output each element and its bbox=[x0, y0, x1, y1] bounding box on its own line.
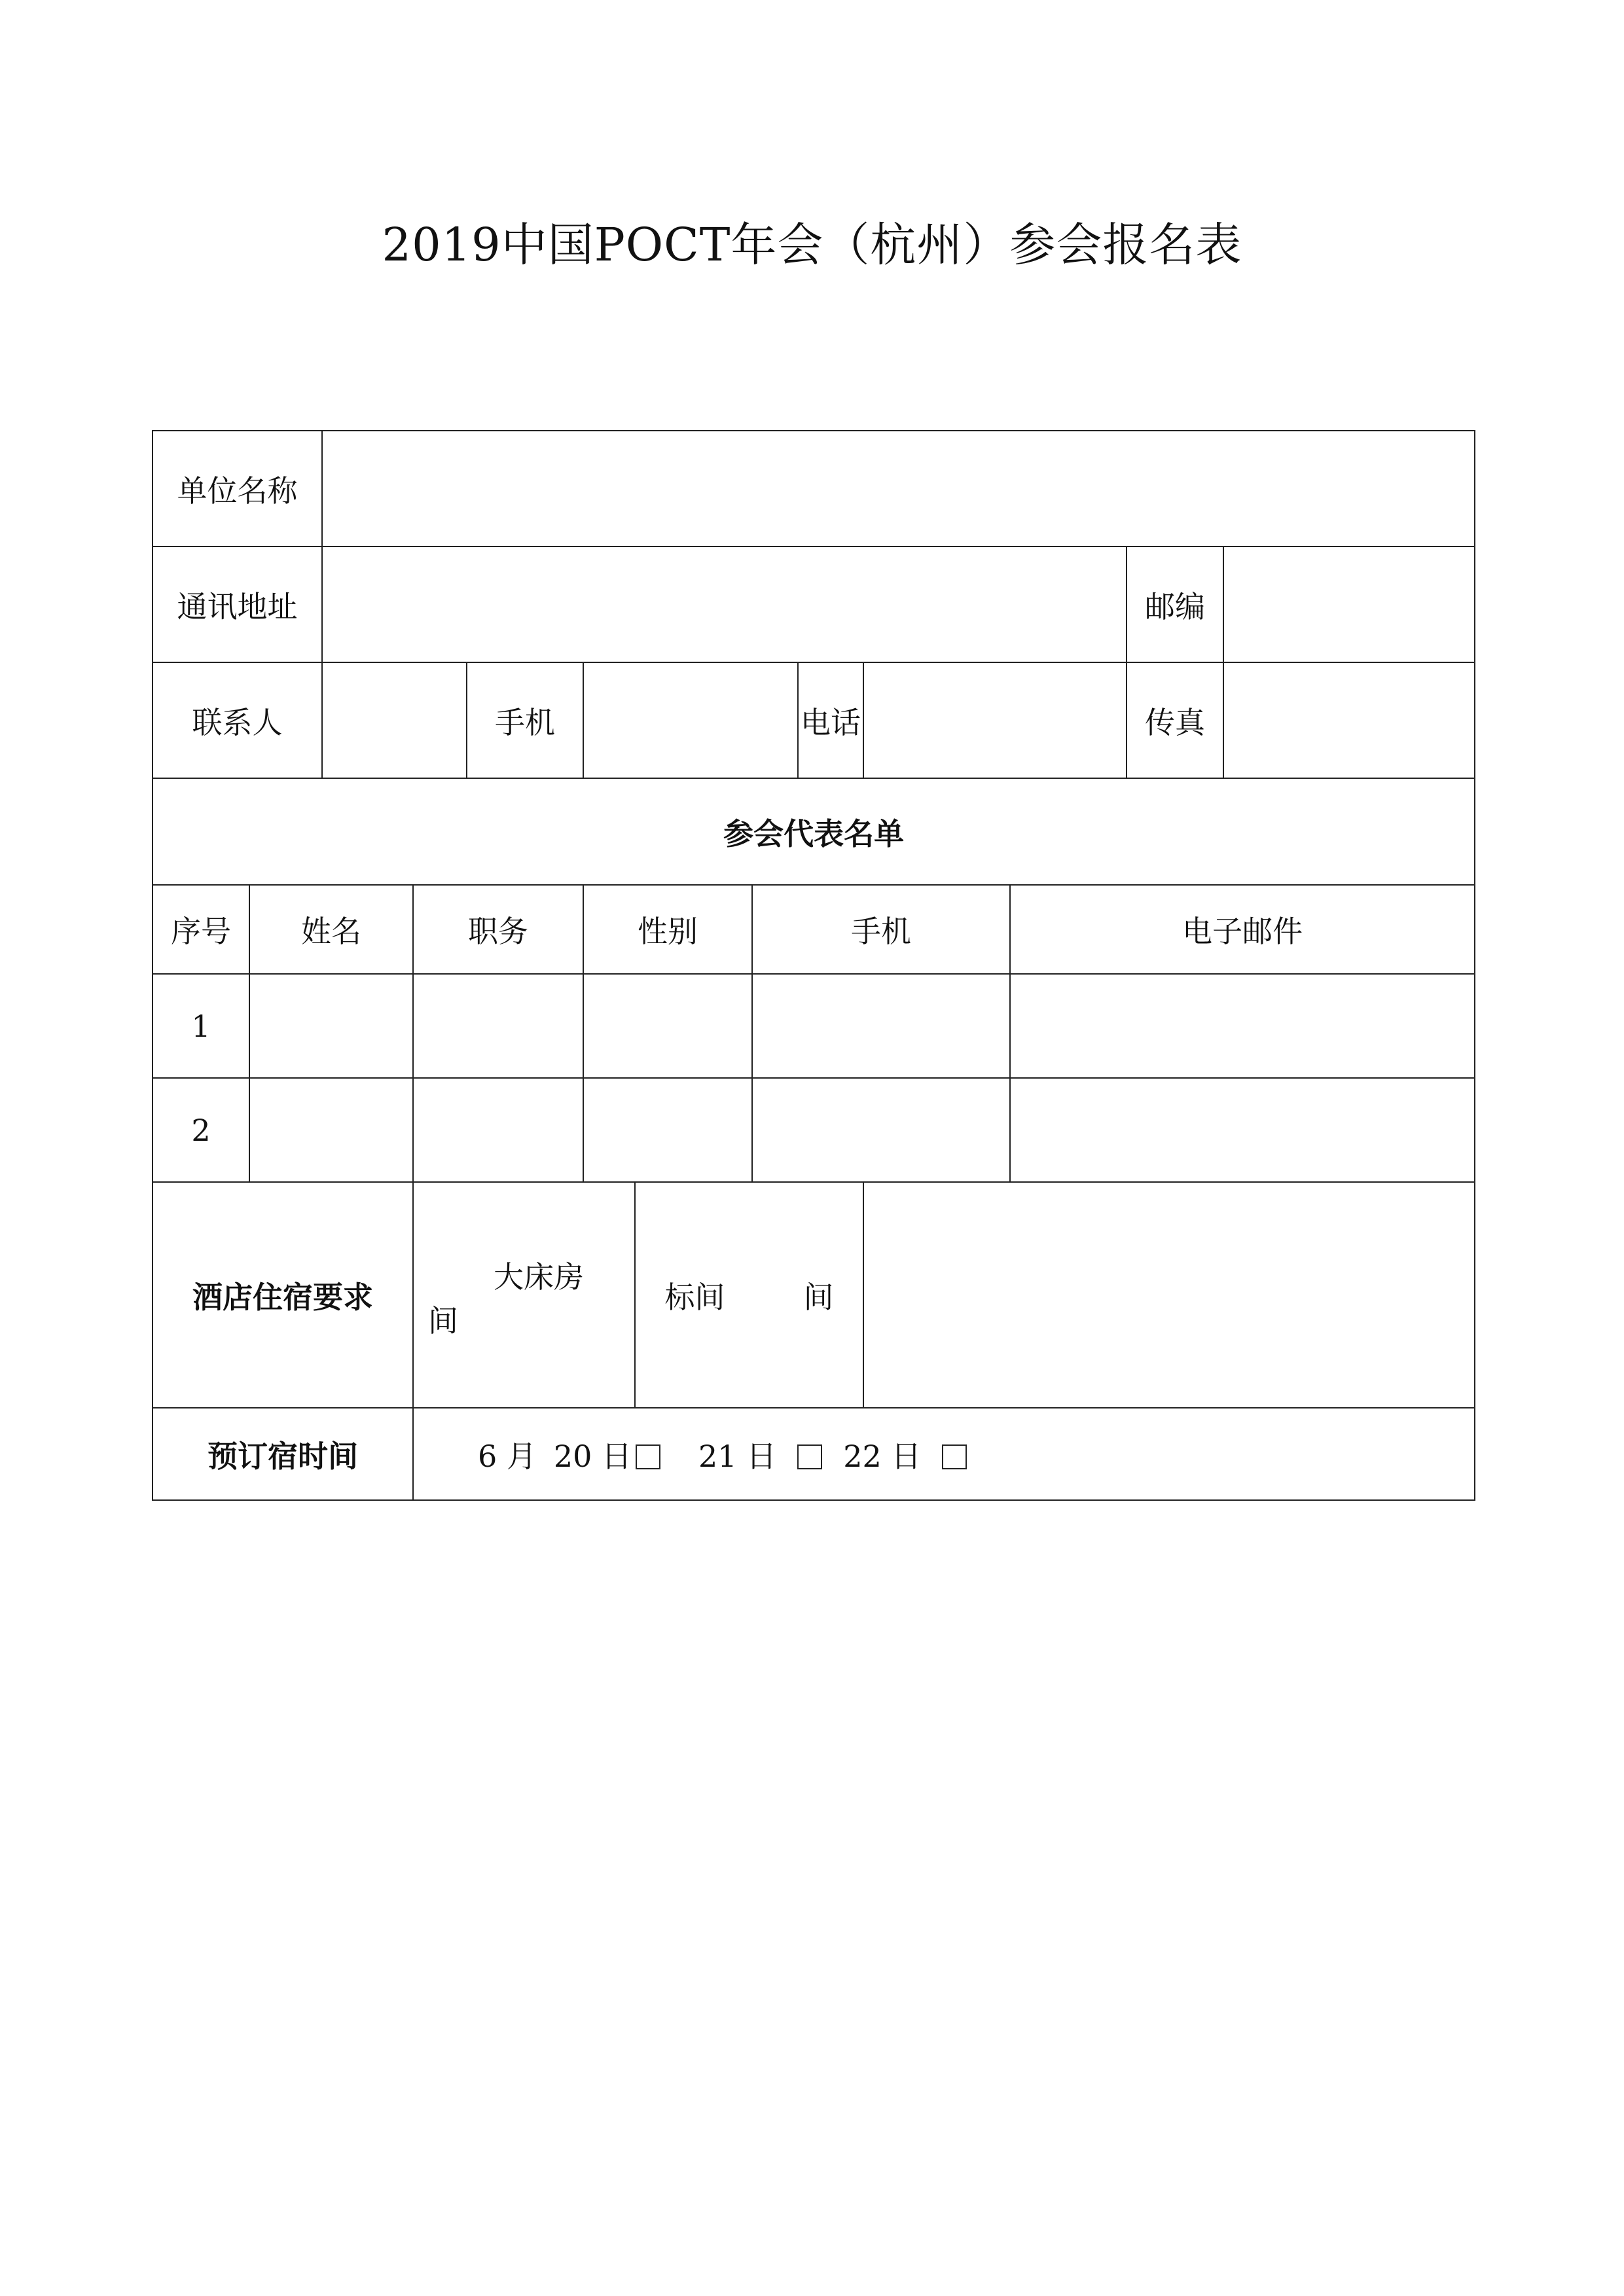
column-header-email: 电子邮件 bbox=[1010, 885, 1475, 974]
date-option-22: 22 日 bbox=[843, 1438, 922, 1474]
checkbox-22[interactable] bbox=[942, 1444, 967, 1469]
phone-label: 电话 bbox=[798, 662, 863, 778]
twin-room-cell[interactable] bbox=[635, 1182, 863, 1408]
delegates-header: 参会代表名单 bbox=[153, 778, 1475, 885]
row-index: 1 bbox=[153, 974, 249, 1078]
date-option-21: 21 日 bbox=[698, 1438, 777, 1474]
column-header-index: 序号 bbox=[153, 885, 249, 974]
name-field[interactable] bbox=[249, 1078, 413, 1182]
twin-room-label: 标间 bbox=[664, 1279, 725, 1315]
table-row bbox=[153, 1078, 1475, 1182]
email-field[interactable] bbox=[1010, 974, 1475, 1078]
name-field[interactable] bbox=[249, 974, 413, 1078]
hotel-label: 酒店住宿要求 bbox=[153, 1182, 413, 1408]
column-header-mobile: 手机 bbox=[752, 885, 1010, 974]
hotel-notes-field[interactable] bbox=[863, 1182, 1475, 1408]
gender-field[interactable] bbox=[583, 1078, 752, 1182]
table-row bbox=[153, 974, 1475, 1078]
contact-field[interactable] bbox=[322, 662, 467, 778]
twin-room-unit: 间 bbox=[803, 1279, 834, 1315]
fax-label: 传真 bbox=[1127, 662, 1223, 778]
mobile-field[interactable] bbox=[583, 662, 798, 778]
page-title: 2019中国POCT年会（杭州）参会报名表 bbox=[382, 218, 1242, 272]
unit-name-label: 单位名称 bbox=[153, 431, 322, 547]
phone-field[interactable] bbox=[863, 662, 1127, 778]
position-field[interactable] bbox=[413, 1078, 583, 1182]
address-field[interactable] bbox=[322, 547, 1127, 662]
delegate-mobile-field[interactable] bbox=[752, 974, 1010, 1078]
delegate-mobile-field[interactable] bbox=[752, 1078, 1010, 1182]
checkbox-21[interactable] bbox=[797, 1444, 822, 1469]
king-room-label: 大床房 bbox=[494, 1259, 584, 1295]
booking-dates bbox=[413, 1408, 1475, 1500]
email-field[interactable] bbox=[1010, 1078, 1475, 1182]
gender-field[interactable] bbox=[583, 974, 752, 1078]
position-field[interactable] bbox=[413, 974, 583, 1078]
king-room-cell[interactable] bbox=[413, 1182, 635, 1408]
unit-name-field[interactable] bbox=[322, 431, 1475, 547]
booking-label: 预订宿时间 bbox=[153, 1408, 413, 1500]
fax-field[interactable] bbox=[1223, 662, 1475, 778]
date-month: 6 月 bbox=[478, 1438, 537, 1474]
postcode-field[interactable] bbox=[1223, 547, 1475, 662]
king-room-unit: 间 bbox=[428, 1303, 458, 1338]
row-index: 2 bbox=[153, 1078, 249, 1182]
column-header-gender: 性别 bbox=[583, 885, 752, 974]
contact-label: 联系人 bbox=[153, 662, 322, 778]
mobile-label: 手机 bbox=[467, 662, 583, 778]
date-option-20: 20 日 bbox=[553, 1438, 632, 1474]
checkbox-20[interactable] bbox=[636, 1444, 660, 1469]
registration-form bbox=[152, 430, 1475, 1501]
postcode-label: 邮编 bbox=[1127, 547, 1223, 662]
address-label: 通讯地址 bbox=[153, 547, 322, 662]
column-header-name: 姓名 bbox=[249, 885, 413, 974]
column-header-position: 职务 bbox=[413, 885, 583, 974]
